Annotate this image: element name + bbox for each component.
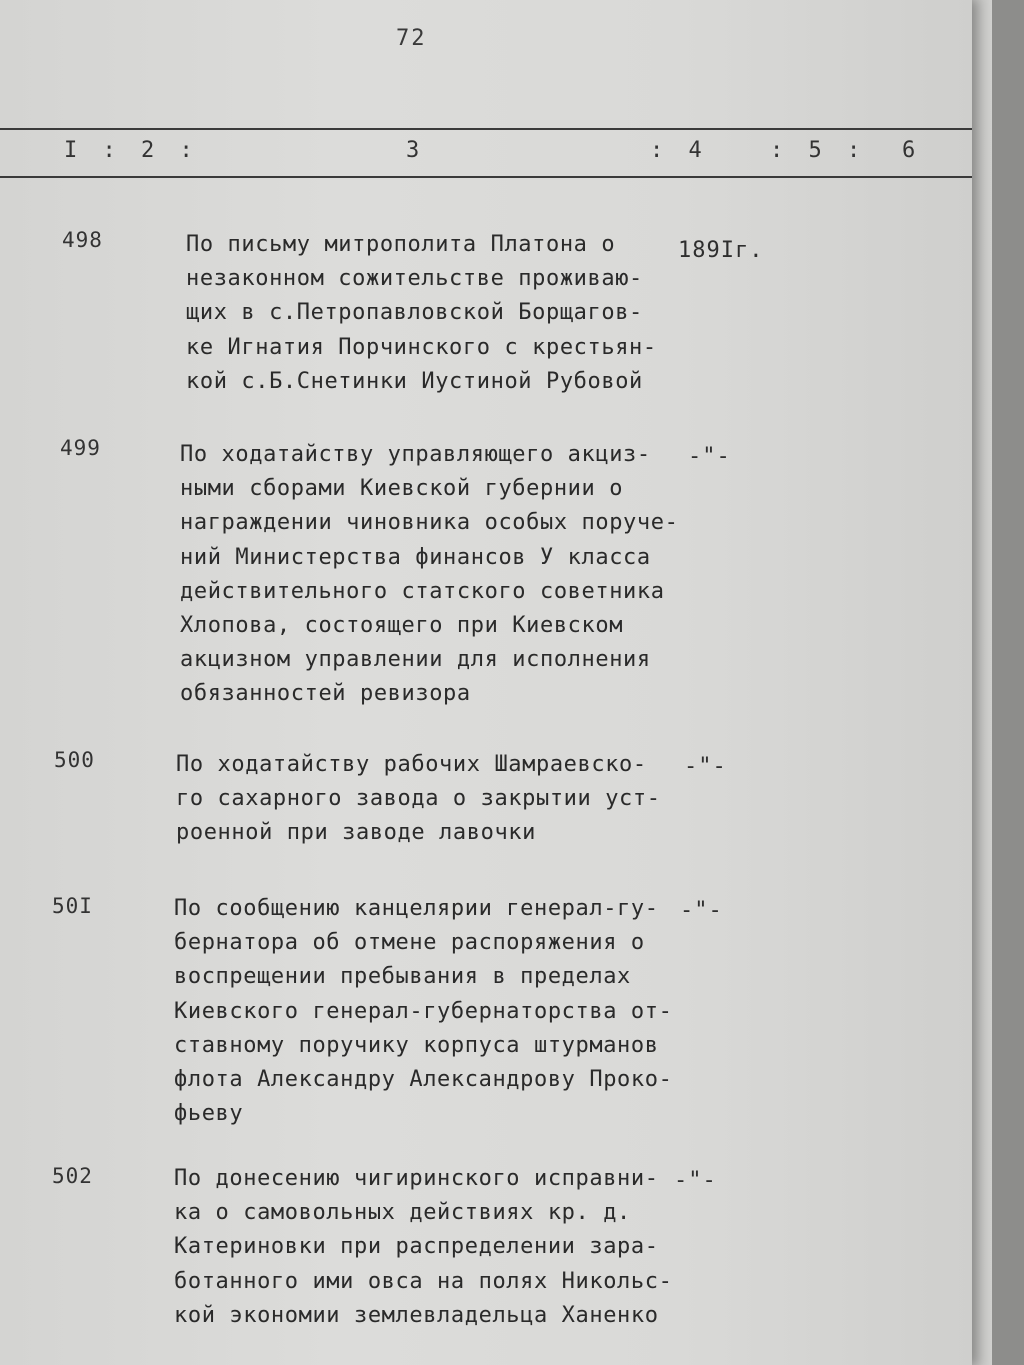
- entry-line: ке Игнатия Порчинского с крестьян-: [186, 334, 657, 360]
- entry-line: ка о самовольных действиях кр. д.: [174, 1200, 631, 1226]
- entry-line: Киевского генерал-губернаторства от-: [174, 998, 673, 1024]
- entry-line: го сахарного завода о закрытии уст-: [176, 786, 661, 812]
- column-header-5: : 5 :: [770, 138, 867, 163]
- entry-line: роенной при заводе лавочки: [176, 820, 536, 846]
- entry-line: бернатора об отмене распоряжения о: [174, 930, 645, 956]
- entry-line: По письму митрополита Платона о: [186, 232, 616, 257]
- entry-line: незаконном сожительстве проживаю-: [186, 266, 643, 292]
- entry-line: ний Министерства финансов У класса: [180, 544, 651, 570]
- entry-number: 498: [62, 228, 103, 252]
- entry-number: 502: [52, 1164, 93, 1188]
- entry-text: [180, 438, 678, 712]
- entry-line: флота Александру Александрову Проко-: [174, 1067, 673, 1093]
- entry-line: По ходатайству управляющего акциз-: [180, 442, 651, 467]
- entry-line: фьеву: [174, 1101, 244, 1127]
- entry-date: -"-: [688, 444, 731, 469]
- entry-text: [174, 892, 672, 1131]
- entry-line: По сообщению канцелярии генерал-гу-: [174, 896, 659, 921]
- entry-line: акцизном управлении для исполнения: [180, 647, 651, 673]
- header-rule-top: [0, 128, 972, 130]
- entry-date: -"-: [684, 754, 727, 779]
- entry-line: обязанностей ревизора: [180, 681, 471, 707]
- entry-line: щих в с.Петропавловской Борщагов-: [186, 300, 643, 326]
- entry-line: ботанного ими овса на полях Никольс-: [174, 1268, 673, 1294]
- entry-line: ставному поручику корпуса штурманов: [174, 1032, 659, 1058]
- entry-text: [176, 748, 661, 851]
- entry-line: кой экономии землевладельца Ханенко: [174, 1302, 659, 1328]
- header-rule-bottom: [0, 176, 972, 178]
- entry-line: действительного статского советника: [180, 578, 665, 604]
- entry-line: Катериновки при распределении зара-: [174, 1234, 659, 1260]
- entry-line: По донесению чигиринского исправни-: [174, 1166, 659, 1191]
- entry-date: -"-: [680, 898, 723, 923]
- column-header-3: 3: [406, 138, 426, 163]
- entry-number: 50I: [52, 894, 93, 918]
- entry-line: воспрещении пребывания в пределах: [174, 964, 631, 990]
- column-header-1-2: I : 2 :: [64, 138, 199, 163]
- page-number: 72: [396, 26, 427, 51]
- entry-line: награждении чиновника особых поруче-: [180, 510, 679, 536]
- entry-date: -"-: [674, 1168, 717, 1193]
- entry-date: 189Iг.: [678, 238, 764, 263]
- column-header-4: : 4: [650, 138, 708, 163]
- entry-line: кой с.Б.Снетинки Иустиной Рубовой: [186, 368, 643, 394]
- entry-text: [174, 1162, 672, 1333]
- entry-line: ными сборами Киевской губернии о: [180, 476, 624, 502]
- entry-text: [186, 228, 657, 399]
- underlying-sheet-edge: [972, 0, 992, 1365]
- entry-line: Хлопова, состоящего при Киевском: [180, 613, 624, 639]
- entry-line: По ходатайству рабочих Шамраевско-: [176, 752, 647, 777]
- entry-number: 499: [60, 436, 101, 460]
- entry-number: 500: [54, 748, 95, 772]
- column-header-6: 6: [902, 138, 922, 163]
